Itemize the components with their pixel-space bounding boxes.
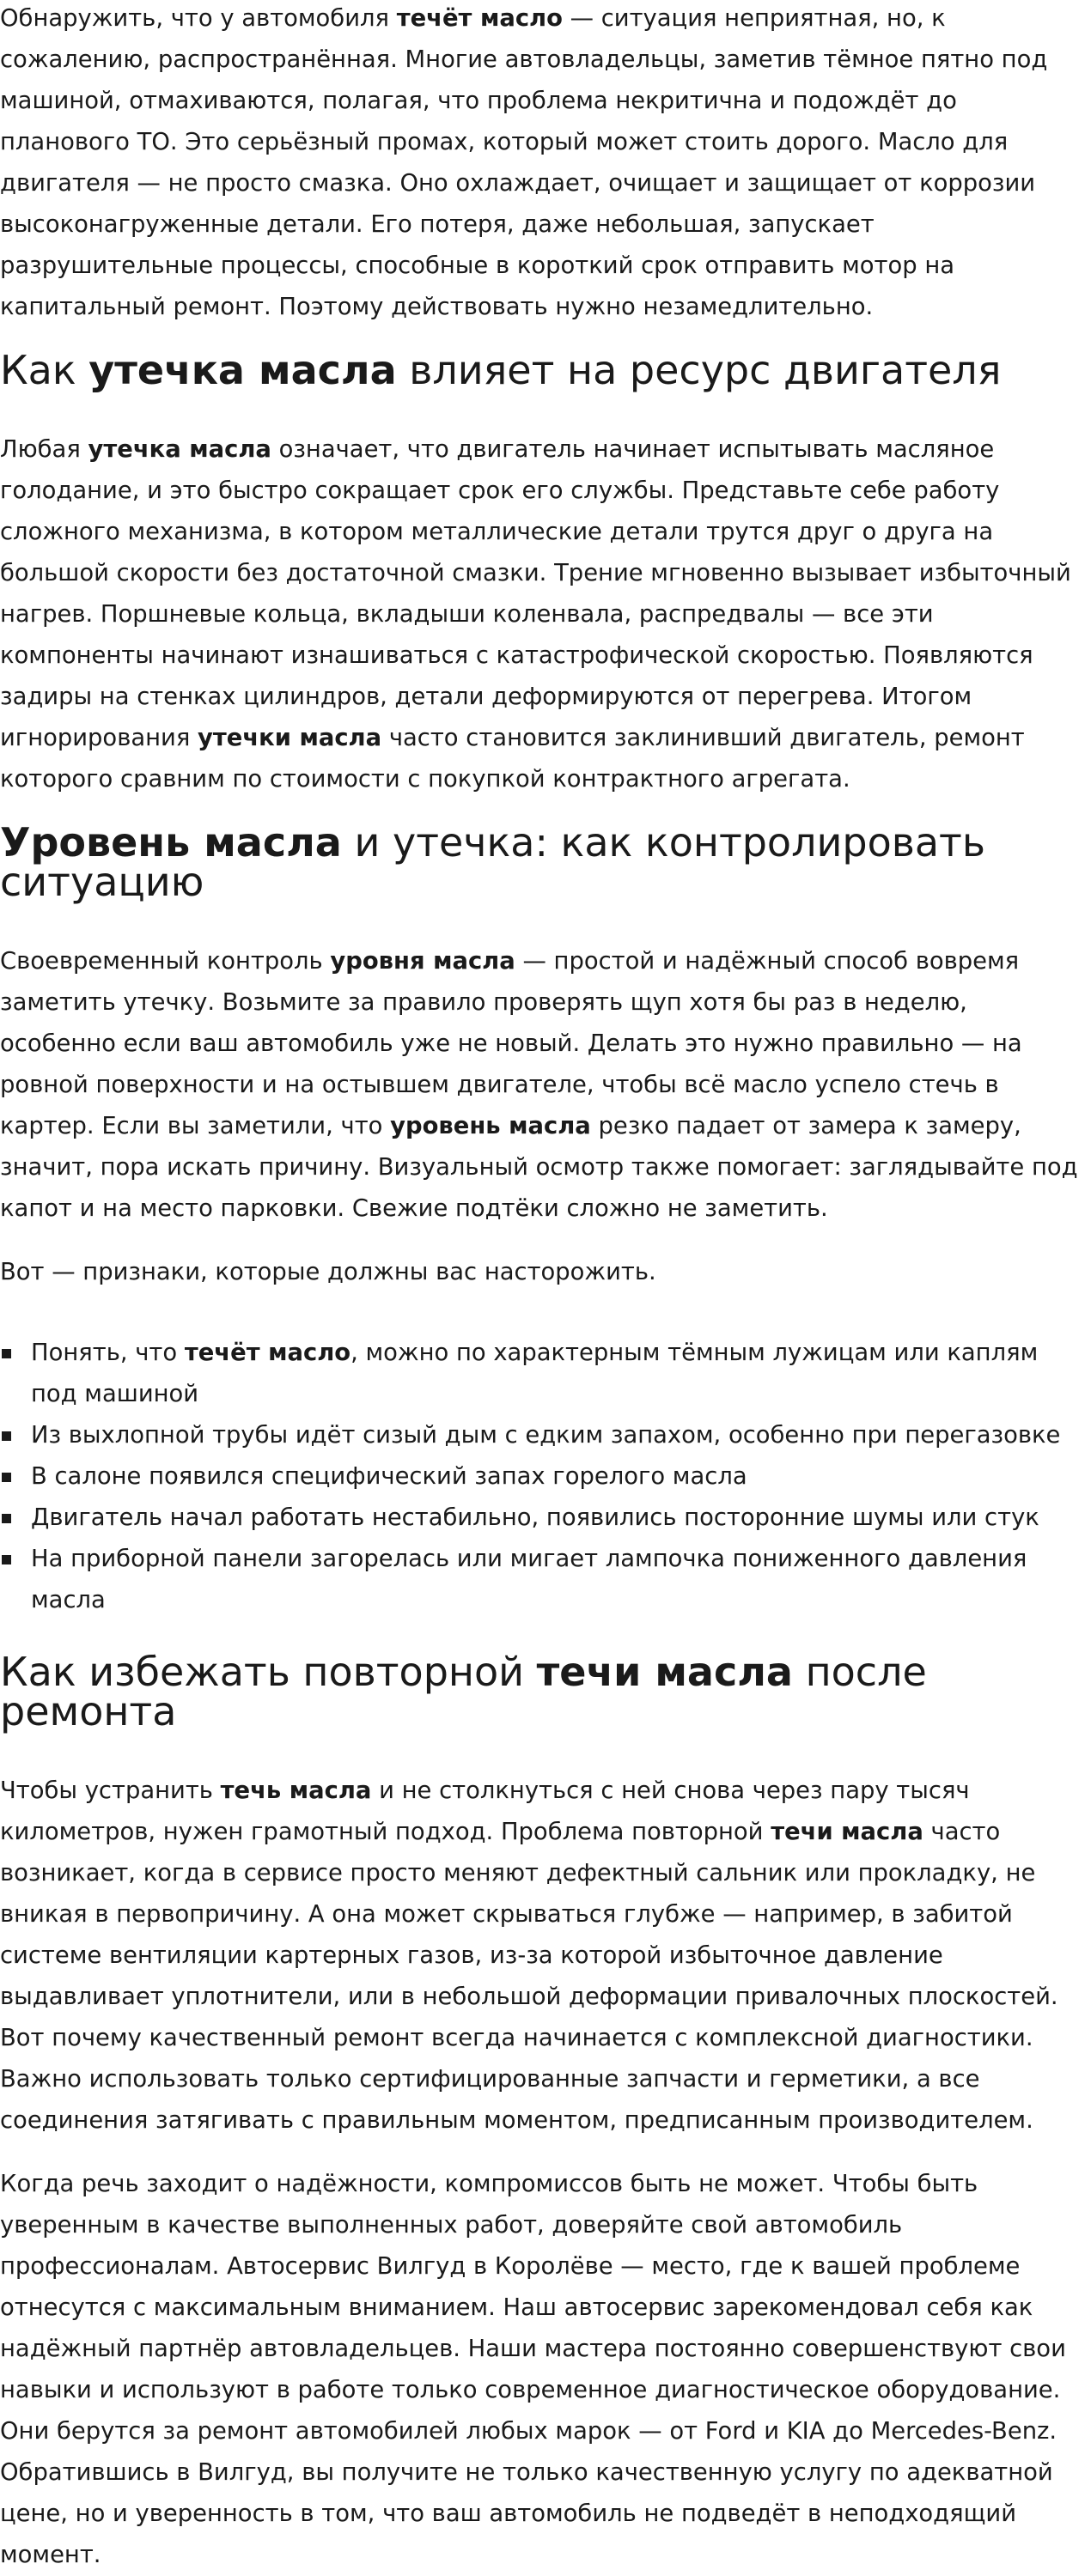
keyword-bold: утечки масла [198,725,382,751]
service-paragraph: Когда речь заходит о надёжности, компромиссов быть не может. Чтобы быть уверенным в качестве выполненных работ, доверяйте свой автомобиль профессионалам. Автосервис Вилгуд в Королёве — место, где к вашей проблеме отнесутся с максимальным вниманием. Наш автосервис зарекомендовал себя как надёжный партнёр автовладельцев. Наши мастера постоянно совершенствуют свои навыки и используют в работе только современное диагностическое оборудование. Они берутся за ремонт автомобилей любых марок — от Ford и KIA до Mercedes-Benz. Обратившись в Вилгуд, вы получите не только качественную услугу по адекватной цене, но и уверенность в том, что ваш автомобиль не подведёт в неподходящий момент. [0,2171,1066,2568]
text-run: означает, что двигатель начинает испытывать масляное голодание, и это быстро сокращает срок его службы. Представьте себе работу сложного механизма, в котором металлические детали трутся друг о друга на большой скорости без достаточной смазки. Трение мгновенно вызывает избыточный нагрев. Поршневые кольца, вкладыши коленвала, распредвалы — все эти компоненты начинают изнашиваться с катастрофической скоростью. Появляются задиры на стенках цилиндров, детали деформируются от перегрева. Итогом игнорирования [0,436,1071,751]
keyword-bold: утечка масла [88,436,271,463]
bullet-square-icon [2,1473,11,1482]
text-run: — ситуация неприятная, но, к сожалению, распространённая. Многие автовладельцы, заметив тёмное пятно под машиной, отмахиваются, полагая, что проблема некритична и подождёт до планового ТО. Это серьёзный промах, который может стоить дорого. Масло для двигателя — не просто смазка. Оно охлаждает, очищает и защищает от коррозии высоконагруженные детали. Его потеря, даже небольшая, запускает разрушительные процессы, способные в короткий срок отправить мотор на капитальный ремонт. Поэтому действовать нужно незамедлительно. [0,5,1048,320]
text-run: Двигатель начал работать нестабильно, появились посторонние шумы или стук [31,1504,1039,1531]
keyword-bold: течи масла [771,1819,923,1845]
text-run: Своевременный контроль [0,948,331,975]
list-item [0,1415,1088,1456]
keyword-bold: уровня масла [330,948,515,975]
text-run: Любая [0,436,88,463]
heading-keyword: Уровень масла [0,819,342,866]
text-run: В салоне появился специфический запах горелого масла [31,1463,747,1490]
list-item [0,1333,1088,1415]
heading-text: после ремонта [0,1649,927,1735]
bullet-square-icon [2,1431,11,1441]
heading-text: Как избежать повторной [0,1649,537,1695]
heading-text: Как [0,347,89,393]
keyword-bold: уровень масла [390,1113,591,1139]
signs-intro-paragraph: Вот — признаки, которые должны вас насторожить. [0,1259,656,1285]
signs-list [0,1333,1088,1621]
heading-oil-level [0,819,1088,905]
keyword-bold: течёт масло [184,1340,351,1366]
bullet-square-icon [2,1349,11,1358]
bullet-square-icon [2,1514,11,1523]
text-run: часто становится заклинивший двигатель, ремонт которого сравним по стоимости с покупкой контрактного агрегата. [0,725,1025,793]
heading-keyword: утечка масла [88,347,397,393]
engine-resource-paragraph [0,429,1088,800]
text-run: резко падает от замера к замеру, значит, пора искать причину. Визуальный осмотр также помогает: заглядывайте под капот и на место парковки. Свежие подтёки сложно не заметить. [0,1113,1078,1222]
bullet-square-icon [2,1555,11,1564]
keyword-bold: течь масла [220,1777,372,1804]
list-item [0,1498,1088,1539]
oil-level-paragraph [0,941,1088,1230]
text-run: Обнаружить, что у автомобиля [0,5,397,32]
list-item [0,1456,1088,1498]
text-run: , можно по характерным тёмным лужицам или каплям под машиной [31,1340,1039,1407]
text-run: На приборной панели загорелась или мигает лампочка пониженного давления масла [31,1546,1027,1613]
text-run: и не столкнуться с ней снова через пару тысяч километров, нужен грамотный подход. Проблема повторной [0,1777,970,1845]
text-run: — простой и надёжный способ вовремя заметить утечку. Возьмите за правило проверять щуп хотя бы раз в неделю, особенно если ваш автомобиль уже не новый. Делать это нужно правильно — на ровной поверхности и на остывшем двигателе, чтобы всё масло успело стечь в картер. Если вы заметили, что [0,948,1022,1139]
text-run: Из выхлопной трубы идёт сизый дым с едким запахом, особенно при перегазовке [31,1422,1061,1449]
keyword-bold: течёт масло [396,5,563,32]
heading-engine-resource [0,347,1088,393]
text-run: Чтобы устранить [0,1777,221,1804]
heading-avoid-repeat-leak [0,1649,1088,1735]
text-run: часто возникает, когда в сервисе просто меняют дефектный сальник или прокладку, не вникая в первопричину. А она может скрываться глубже — например, в забитой системе вентиляции картерных газов, из-за которой избыточное давление выдавливает уплотнители, или в небольшой деформации привалочных плоскостей. Вот почему качественный ремонт всегда начинается с комплексной диагностики. Важно использовать только сертифицированные запчасти и герметики, а все соединения затягивать с правильным моментом, предписанным производителем. [0,1819,1058,2134]
repair-paragraph [0,1771,1088,2142]
heading-text: и утечка: как контролировать ситуацию [0,819,985,905]
intro-paragraph [0,0,1088,328]
text-run: Понять, что [31,1340,185,1366]
list-item [0,1539,1088,1621]
heading-text: влияет на ресурс двигателя [396,347,1002,393]
heading-keyword: течи масла [536,1649,793,1695]
